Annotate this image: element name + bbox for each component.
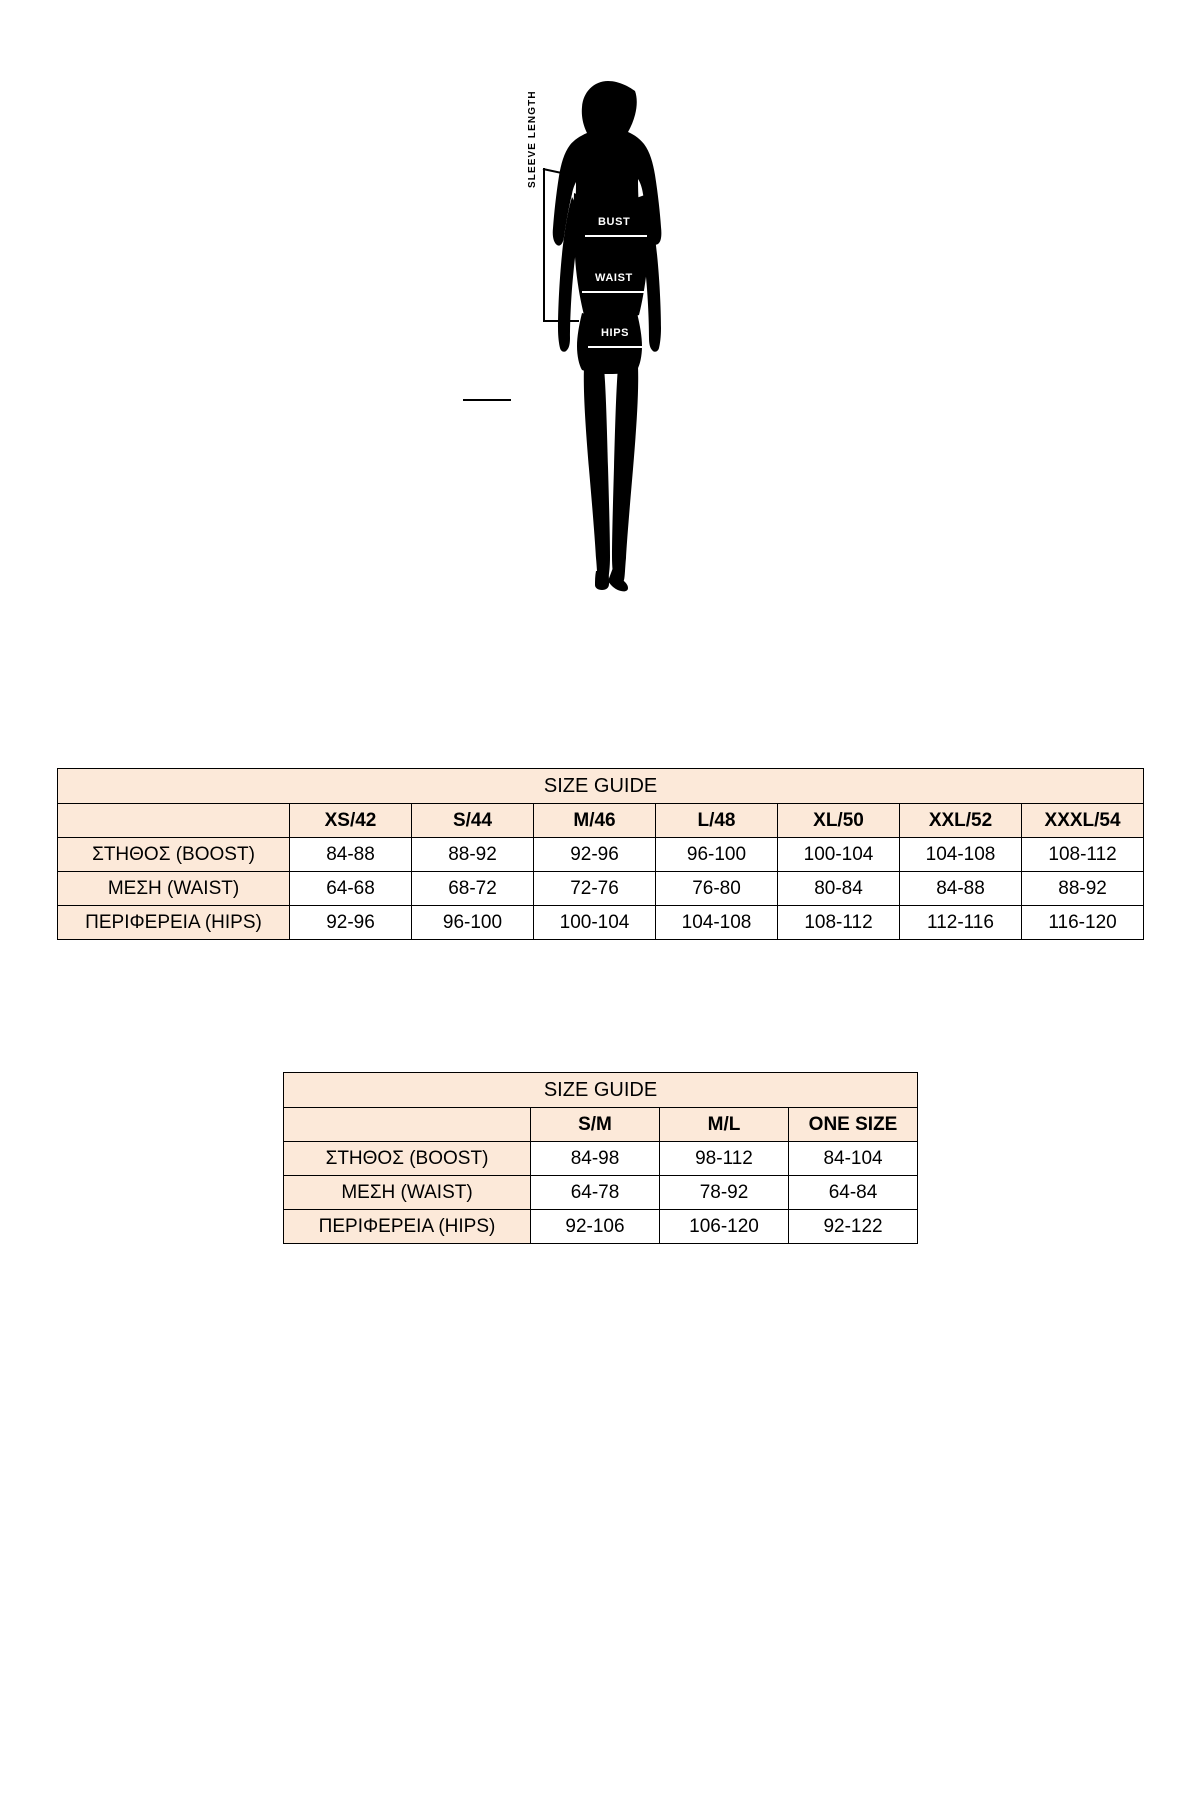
size-guide-table-primary [57,768,1144,940]
hips-guide-line [588,346,648,348]
cell-waist-one-size: 64-84 [789,1176,918,1210]
cell-hips-sm: 92-106 [531,1210,660,1244]
table-title-row [58,769,1144,804]
cell-waist-l: 76-80 [656,872,778,906]
female-silhouette-icon [520,75,700,665]
bust-guide-line [585,235,647,237]
table-row [284,1142,918,1176]
cell-hips-xxxl: 116-120 [1022,906,1144,940]
cell-waist-ml: 78-92 [660,1176,789,1210]
header-corner-cell [284,1108,531,1142]
cell-waist-xl: 80-84 [778,872,900,906]
cell-hips-l: 104-108 [656,906,778,940]
table-header-row [284,1108,918,1142]
column-header-one-size: ONE SIZE [789,1108,918,1142]
row-header-bust: ΣΤΗΘΟΣ (BOOST) [58,838,290,872]
header-corner-cell [58,804,290,838]
row-header-bust: ΣΤΗΘΟΣ (BOOST) [284,1142,531,1176]
figure-illustration [0,0,1200,680]
cell-hips-xs: 92-96 [290,906,412,940]
sleeve-length-leader-line [543,168,545,320]
cell-waist-xxxl: 88-92 [1022,872,1144,906]
cell-bust-s: 88-92 [412,838,534,872]
column-header-xl: XL/50 [778,804,900,838]
table-title: SIZE GUIDE [58,769,1144,804]
cell-bust-l: 96-100 [656,838,778,872]
hem-length-tick [463,399,511,401]
sleeve-length-bottom-tick [543,320,579,322]
waist-guide-line [582,291,644,293]
waist-label: WAIST [595,272,633,284]
cell-bust-xxxl: 108-112 [1022,838,1144,872]
cell-hips-one-size: 92-122 [789,1210,918,1244]
table-row [58,838,1144,872]
table-title: SIZE GUIDE [284,1073,918,1108]
cell-waist-xxl: 84-88 [900,872,1022,906]
cell-waist-sm: 64-78 [531,1176,660,1210]
row-header-hips: ΠΕΡΙΦΕΡΕΙΑ (HIPS) [284,1210,531,1244]
row-header-waist: ΜΕΣΗ (WAIST) [58,872,290,906]
cell-bust-m: 92-96 [534,838,656,872]
cell-bust-ml: 98-112 [660,1142,789,1176]
table-header-row [58,804,1144,838]
cell-hips-m: 100-104 [534,906,656,940]
row-header-hips: ΠΕΡΙΦΕΡΕΙΑ (HIPS) [58,906,290,940]
column-header-sm: S/M [531,1108,660,1142]
bust-label: BUST [598,216,631,228]
cell-bust-xxl: 104-108 [900,838,1022,872]
cell-waist-xs: 64-68 [290,872,412,906]
sleeve-length-label: SLEEVE LENGTH [527,90,538,188]
column-header-m: M/46 [534,804,656,838]
table-row [58,906,1144,940]
cell-bust-one-size: 84-104 [789,1142,918,1176]
size-guide-table-secondary [283,1072,918,1244]
cell-bust-xl: 100-104 [778,838,900,872]
hips-label: HIPS [601,327,630,339]
column-header-l: L/48 [656,804,778,838]
table-title-row [284,1073,918,1108]
cell-hips-xl: 108-112 [778,906,900,940]
table-row [284,1176,918,1210]
cell-bust-xs: 84-88 [290,838,412,872]
column-header-xxxl: XXXL/54 [1022,804,1144,838]
cell-hips-s: 96-100 [412,906,534,940]
cell-waist-m: 72-76 [534,872,656,906]
table-row [58,872,1144,906]
cell-hips-ml: 106-120 [660,1210,789,1244]
column-header-ml: M/L [660,1108,789,1142]
column-header-xxl: XXL/52 [900,804,1022,838]
cell-hips-xxl: 112-116 [900,906,1022,940]
table-row [284,1210,918,1244]
cell-bust-sm: 84-98 [531,1142,660,1176]
column-header-s: S/44 [412,804,534,838]
cell-waist-s: 68-72 [412,872,534,906]
column-header-xs: XS/42 [290,804,412,838]
row-header-waist: ΜΕΣΗ (WAIST) [284,1176,531,1210]
